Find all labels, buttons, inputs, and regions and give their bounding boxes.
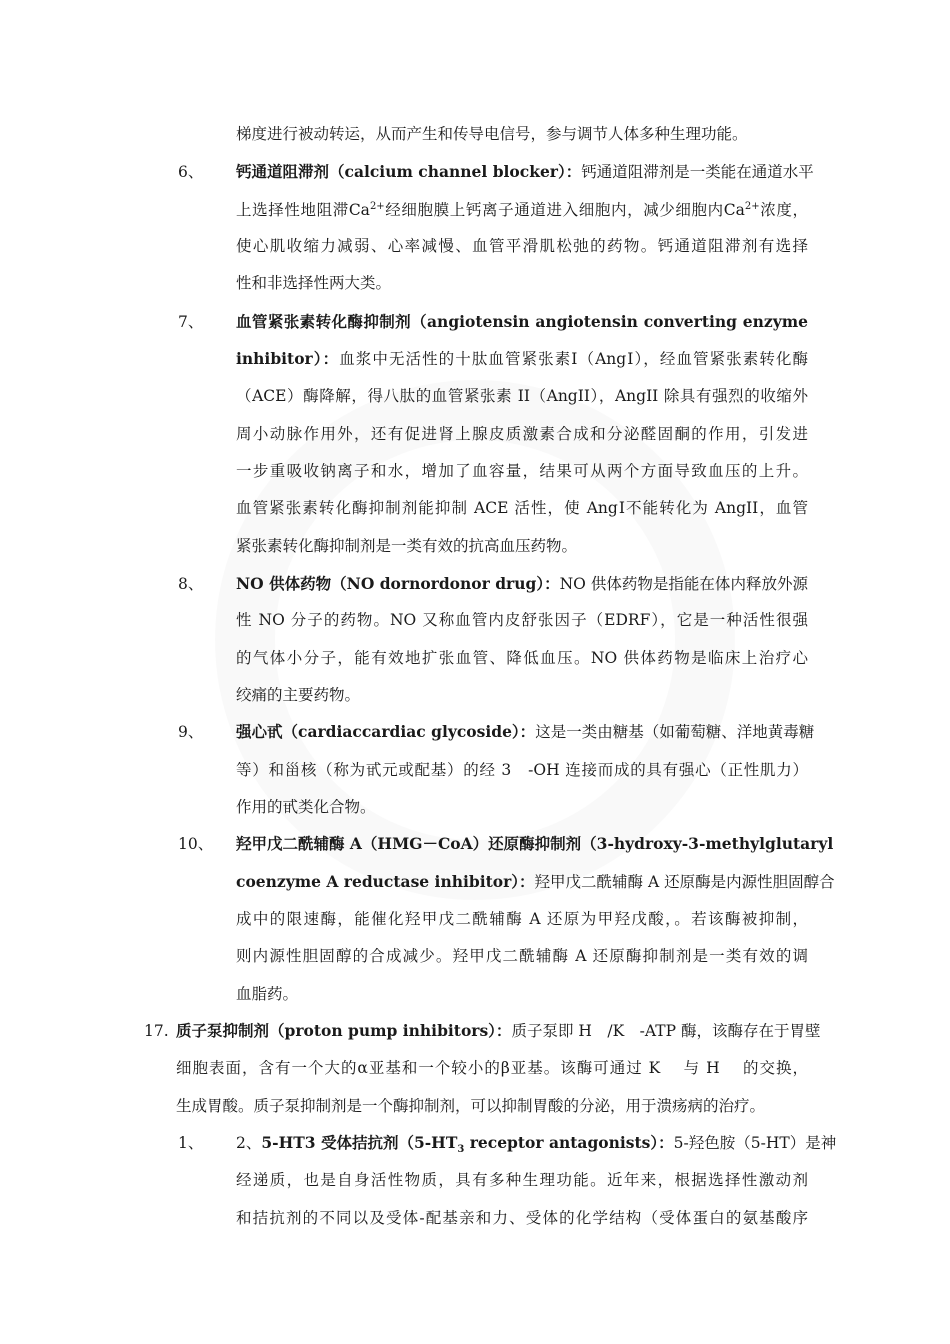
text-span: 5-HT3 受体拮抗剂（5-HT (261, 1133, 458, 1152)
text-span: 这是一类由糖基（如葡萄糖、洋地黄毒糖 (535, 723, 815, 741)
text-span: 钙通道阻滞剂是一类能在通道水平 (581, 163, 814, 181)
text-line: 性 NO 分子的药物。NO 又称血管内皮舒张因子（EDRF），它是一种活性很强 (236, 611, 808, 629)
text-line: 性和非选择性两大类。 (236, 274, 392, 292)
text-line (236, 722, 815, 742)
text-span: 上选择性地阻滞Ca (236, 201, 370, 219)
text-span: NO 供体药物是指能在体内释放外源 (559, 575, 808, 593)
text-line: 梯度进行被动转运，从而产生和传导电信号，参与调节人体多种生理功能。 (236, 125, 748, 143)
text-line (236, 200, 808, 220)
text-line (236, 349, 808, 369)
text-line: 绞痛的主要药物。 (236, 686, 361, 704)
text-span: 经细胞膜上钙离子通道进入细胞内，减少细胞内Ca (384, 201, 745, 219)
item-number: 10、 (178, 835, 214, 853)
text-span: 羟甲戊二酰辅酶 A 还原酶是内源性胆固醇合 (534, 873, 835, 891)
superscript: 2+ (369, 200, 385, 212)
term-heading: NO 供体药物（NO dornordonor drug）： (236, 574, 560, 593)
text-span: 5-羟色胺（5-HT）是神 (673, 1134, 837, 1152)
term-heading: coenzyme A reductase inhibitor）： (236, 872, 535, 891)
text-line: 紧张素转化酶抑制剂是一类有效的抗高血压药物。 (236, 537, 578, 555)
text-line (236, 162, 814, 182)
text-line: 周小动脉作用外，还有促进肾上腺皮质激素合成和分泌醛固酮的作用，引发进 (236, 425, 808, 443)
superscript: 2+ (744, 200, 760, 212)
text-line: 的气体小分子，能有效地扩张血管、降低血压。NO 供体药物是临床上治疗心 (236, 649, 808, 667)
text-line (236, 1133, 837, 1156)
item-number: 17. (144, 1022, 169, 1040)
text-line: 作用的甙类化合物。 (236, 798, 376, 816)
text-span: 浓度， (759, 201, 808, 219)
text-line (236, 312, 808, 332)
item-number: 1、 (178, 1134, 204, 1152)
item-number: 9、 (178, 723, 204, 741)
item-number: 6、 (178, 163, 204, 181)
text-line: 生成胃酸。质子泵抑制剂是一个酶抑制剂，可以抑制胃酸的分泌，用于溃疡病的治疗。 (176, 1097, 766, 1115)
term-heading: inhibitor）： (236, 349, 340, 368)
term-heading: 钙通道阻滞剂（calcium channel blocker）： (236, 162, 582, 181)
text-line: 使心肌收缩力减弱、心率减慢、血管平滑肌松弛的药物。钙通道阻滞剂有选择 (236, 237, 808, 255)
text-span: receptor antagonists）： (464, 1133, 674, 1152)
subscript: 3 (457, 1144, 465, 1156)
text-span: 质子泵即 H /K -ATP 酶，该酶存在于胃壁 (511, 1022, 821, 1040)
text-span: 血浆中无活性的十肽血管紧张素Ⅰ（AngⅠ），经血管紧张素转化酶 (339, 350, 808, 368)
item-number: 7、 (178, 313, 204, 331)
text-line (176, 1021, 821, 1041)
text-line: 等）和甾核（称为甙元或配基）的经 3 -OH 连接而成的具有强心（正性肌力） (236, 761, 808, 779)
text-line: 血脂药。 (236, 985, 299, 1003)
text-line: 则内源性胆固醇的合成减少。羟甲戊二酰辅酶 A 还原酶抑制剂是一类有效的调 (236, 947, 808, 965)
watermark-logo (215, 380, 735, 900)
text-line: 经递质，也是自身活性物质，具有多种生理功能。近年来，根据选择性激动剂 (236, 1171, 808, 1189)
text-line (236, 574, 808, 594)
term-heading: 血管紧张素转化酶抑制剂（angiotensin angiotensin converting enzyme (236, 312, 808, 331)
term-heading: 质子泵抑制剂（proton pump inhibitors）： (176, 1021, 512, 1040)
item-number: 8、 (178, 575, 204, 593)
text-line (236, 834, 834, 854)
text-line: 细胞表面，含有一个大的α亚基和一个较小的β亚基。该酶可通过 K 与 H 的交换， (176, 1059, 808, 1077)
text-line: 成中的限速酶，能催化羟甲戊二酰辅酶 A 还原为甲羟戊酸，。若该酶被抑制， (236, 910, 808, 928)
text-line: 血管紧张素转化酶抑制剂能抑制 ACE 活性，使 AngⅠ不能转化为 AngII，血管 (236, 499, 808, 517)
term-heading: 强心甙（cardiaccardiac glycoside）： (236, 722, 536, 741)
term-heading (261, 1133, 674, 1156)
text-span: 2、 (236, 1134, 262, 1152)
text-line: （ACE）酶降解，得八肽的血管紧张素 II（AngII），AngII 除具有强烈的收缩外 (236, 387, 808, 405)
text-line: 一步重吸收钠离子和水，增加了血容量，结果可从两个方面导致血压的上升。 (236, 462, 808, 480)
text-line (236, 872, 835, 892)
text-line: 和拮抗剂的不同以及受体-配基亲和力、受体的化学结构（受体蛋白的氨基酸序 (236, 1209, 808, 1227)
term-heading: 羟甲戊二酰辅酶 A（HMG－CoA）还原酶抑制剂（3-hydroxy-3-methylglutaryl (236, 834, 834, 853)
